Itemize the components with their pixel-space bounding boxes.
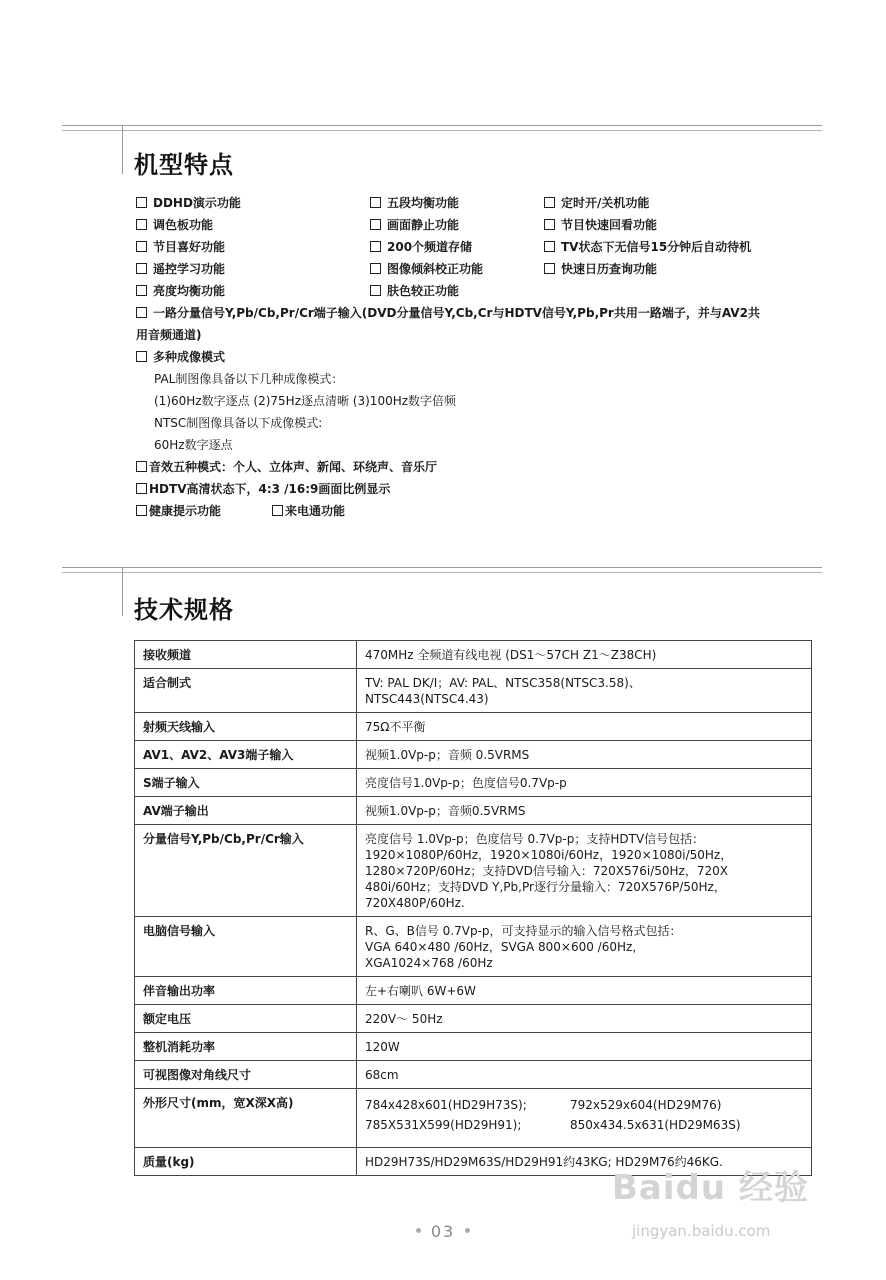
feature-component-cont bbox=[136, 326, 202, 346]
checkbox-icon bbox=[136, 461, 147, 472]
ntsc-intro-text: NTSC制图像具备以下成像模式: bbox=[154, 416, 323, 430]
checkbox-icon bbox=[136, 263, 147, 274]
spec-label: AV1、AV2、AV3端子输入 bbox=[135, 741, 357, 769]
feature-item-label: 亮度均衡功能 bbox=[153, 284, 226, 298]
dims-entry: 792x529x604(HD29M76) bbox=[570, 1098, 722, 1112]
pal-modes-text: (1)60Hz数字逐点 (2)75Hz逐点清晰 (3)100Hz数字倍频 bbox=[154, 394, 457, 408]
spec-value: HD29H73S/HD29M63S/HD29H91约43KG; HD29M76约46KG. bbox=[357, 1148, 812, 1176]
table-row bbox=[135, 769, 812, 797]
dims-line bbox=[365, 1117, 803, 1133]
table-row bbox=[135, 977, 812, 1005]
section2-top-rule-2 bbox=[62, 572, 822, 573]
dot-icon bbox=[465, 1228, 470, 1233]
watermark-brand: Baidu 经验 bbox=[612, 1168, 809, 1208]
table-row bbox=[135, 1033, 812, 1061]
checkbox-icon bbox=[370, 197, 381, 208]
feature-component-text: 一路分量信号Y,Pb/Cb,Pr/Cr端子输入(DVD分量信号Y,Cb,Cr与HDTV信号Y,Pb,Pr共用一路端子，并与AV2共 bbox=[153, 306, 760, 320]
table-row bbox=[135, 741, 812, 769]
spec-value: 68cm bbox=[357, 1061, 812, 1089]
checkbox-icon bbox=[370, 285, 381, 296]
spec-label: 外形尺寸(mm，宽X深X高) bbox=[135, 1089, 357, 1148]
feature-item-label: 调色板功能 bbox=[153, 218, 214, 232]
feature-call-text: 来电通功能 bbox=[285, 504, 346, 518]
spec-label: 额定电压 bbox=[135, 1005, 357, 1033]
spec-value: TV: PAL DK/I；AV: PAL、NTSC358(NTSC3.58)、 NTSC443(NTSC4.43) bbox=[357, 669, 812, 713]
feature-component bbox=[136, 304, 760, 324]
spec-value: 亮度信号 1.0Vp-p；色度信号 0.7Vp-p；支持HDTV信号包括： 1920×1080P/60Hz，1920×1080i/60Hz，1920×1080i/50Hz， 1280×720P/60Hz；支持DVD信号输入：720X576i/50Hz，720X 480i/60Hz；支持DVD Y,Pb,Pr逐行分量输入：720X576P/50Hz， 720X480P/60Hz. bbox=[357, 825, 812, 917]
spec-value: 视频1.0Vp-p；音频 0.5VRMS bbox=[357, 741, 812, 769]
checkbox-icon bbox=[136, 505, 147, 516]
section2-top-rule bbox=[62, 567, 822, 568]
checkbox-icon bbox=[544, 219, 555, 230]
table-row bbox=[135, 669, 812, 713]
feature-hdtv-text: HDTV高清状态下，4:3 /16:9画面比例显示 bbox=[149, 482, 391, 496]
checkbox-icon bbox=[544, 241, 555, 252]
spec-value: 470MHz 全频道有线电视 (DS1～57CH Z1～Z38CH) bbox=[357, 641, 812, 669]
pal-modes bbox=[154, 392, 456, 412]
feature-item-label: 200个频道存储 bbox=[387, 240, 473, 254]
spec-label: 射频天线输入 bbox=[135, 713, 357, 741]
feature-item bbox=[544, 216, 657, 233]
feature-item bbox=[370, 194, 459, 211]
feature-item bbox=[136, 260, 225, 277]
spec-value bbox=[357, 1089, 812, 1148]
spec-label: 整机消耗功率 bbox=[135, 1033, 357, 1061]
section1-heading: 机型特点 bbox=[134, 151, 234, 179]
feature-imaging bbox=[136, 348, 225, 368]
table-row bbox=[135, 1089, 812, 1148]
spec-label: 伴音输出功率 bbox=[135, 977, 357, 1005]
feature-health-text: 健康提示功能 bbox=[149, 504, 222, 518]
feature-item bbox=[136, 194, 241, 211]
ntsc-intro bbox=[154, 414, 322, 434]
checkbox-icon bbox=[136, 219, 147, 230]
table-row bbox=[135, 713, 812, 741]
table-row bbox=[135, 917, 812, 977]
checkbox-icon bbox=[136, 351, 147, 362]
feature-sound bbox=[136, 458, 437, 478]
pal-intro bbox=[154, 370, 343, 390]
feature-item-label: 图像倾斜校正功能 bbox=[387, 262, 484, 276]
feature-item bbox=[370, 282, 459, 299]
spec-label: 电脑信号输入 bbox=[135, 917, 357, 977]
spec-value: 75Ω不平衡 bbox=[357, 713, 812, 741]
dims-entry: 784x428x601(HD29H73S); bbox=[365, 1098, 527, 1112]
feature-item bbox=[544, 194, 649, 211]
spec-label: 分量信号Y,Pb/Cb,Pr/Cr输入 bbox=[135, 825, 357, 917]
feature-item-label: 节目喜好功能 bbox=[153, 240, 226, 254]
spec-label: 可视图像对角线尺寸 bbox=[135, 1061, 357, 1089]
ntsc-modes bbox=[154, 436, 233, 456]
feature-item-label: 肤色较正功能 bbox=[387, 284, 460, 298]
spec-table bbox=[134, 640, 812, 1176]
section2-tick bbox=[122, 568, 123, 616]
section2-heading: 技术规格 bbox=[134, 596, 234, 624]
feature-item-label: 快速日历查询功能 bbox=[561, 262, 658, 276]
watermark-url: jingyan.baidu.com bbox=[632, 1222, 771, 1240]
feature-item bbox=[136, 216, 213, 233]
feature-item bbox=[544, 238, 751, 255]
spec-value: 120W bbox=[357, 1033, 812, 1061]
feature-item-label: 遥控学习功能 bbox=[153, 262, 226, 276]
feature-item bbox=[370, 216, 459, 233]
feature-imaging-title: 多种成像模式 bbox=[153, 350, 226, 364]
ntsc-modes-text: 60Hz数字逐点 bbox=[154, 438, 233, 452]
spec-value: 220V～ 50Hz bbox=[357, 1005, 812, 1033]
table-row bbox=[135, 825, 812, 917]
checkbox-icon bbox=[544, 263, 555, 274]
feature-item-label: 节目快速回看功能 bbox=[561, 218, 658, 232]
feature-item-label: 定时开/关机功能 bbox=[561, 196, 650, 210]
checkbox-icon bbox=[370, 219, 381, 230]
table-row bbox=[135, 1005, 812, 1033]
dot-icon bbox=[416, 1228, 421, 1233]
spec-label: S端子输入 bbox=[135, 769, 357, 797]
spec-label: 适合制式 bbox=[135, 669, 357, 713]
spec-value: 视频1.0Vp-p；音频0.5VRMS bbox=[357, 797, 812, 825]
spec-value: R、G、B信号 0.7Vp-p，可支持显示的输入信号格式包括： VGA 640×480 /60Hz，SVGA 800×600 /60Hz， XGA1024×768 /60Hz bbox=[357, 917, 812, 977]
feature-item bbox=[370, 238, 472, 255]
pal-intro-text: PAL制图像具备以下几种成像模式： bbox=[154, 372, 344, 386]
dims-entry: 850x434.5x631(HD29M63S) bbox=[570, 1118, 741, 1132]
section1-top-rule bbox=[62, 125, 822, 126]
feature-item-label: TV状态下无信号15分钟后自动待机 bbox=[561, 240, 752, 254]
feature-item bbox=[544, 260, 657, 277]
feature-item bbox=[136, 282, 225, 299]
feature-item-label: 画面静止功能 bbox=[387, 218, 460, 232]
checkbox-icon bbox=[136, 285, 147, 296]
feature-sound-text: 音效五种模式：个人、立体声、新闻、环绕声、音乐厅 bbox=[149, 460, 438, 474]
checkbox-icon bbox=[136, 241, 147, 252]
feature-call bbox=[272, 502, 345, 522]
dims-line bbox=[365, 1097, 803, 1113]
spec-label: 质量(kg) bbox=[135, 1148, 357, 1176]
checkbox-icon bbox=[136, 307, 147, 318]
table-row bbox=[135, 1061, 812, 1089]
feature-health bbox=[136, 502, 221, 522]
spec-value: 左+右喇叭 6W+6W bbox=[357, 977, 812, 1005]
spec-value: 亮度信号1.0Vp-p；色度信号0.7Vp-p bbox=[357, 769, 812, 797]
checkbox-icon bbox=[136, 197, 147, 208]
spec-label: AV端子输出 bbox=[135, 797, 357, 825]
page-number-text: 03 bbox=[430, 1222, 456, 1241]
feature-component-text-2: 用音频通道) bbox=[136, 328, 202, 342]
spec-label: 接收频道 bbox=[135, 641, 357, 669]
checkbox-icon bbox=[370, 263, 381, 274]
section1-top-rule-2 bbox=[62, 130, 822, 131]
feature-item-label: DDHD演示功能 bbox=[153, 196, 241, 210]
dims-entry: 785X531X599(HD29H91); bbox=[365, 1118, 522, 1132]
checkbox-icon bbox=[370, 241, 381, 252]
checkbox-icon bbox=[136, 483, 147, 494]
checkbox-icon bbox=[544, 197, 555, 208]
watermark bbox=[612, 1160, 852, 1260]
section1-tick bbox=[122, 126, 123, 174]
table-row bbox=[135, 641, 812, 669]
table-row bbox=[135, 797, 812, 825]
checkbox-icon bbox=[272, 505, 283, 516]
feature-item bbox=[370, 260, 483, 277]
feature-item bbox=[136, 238, 225, 255]
feature-item-label: 五段均衡功能 bbox=[387, 196, 460, 210]
feature-hdtv bbox=[136, 480, 390, 500]
